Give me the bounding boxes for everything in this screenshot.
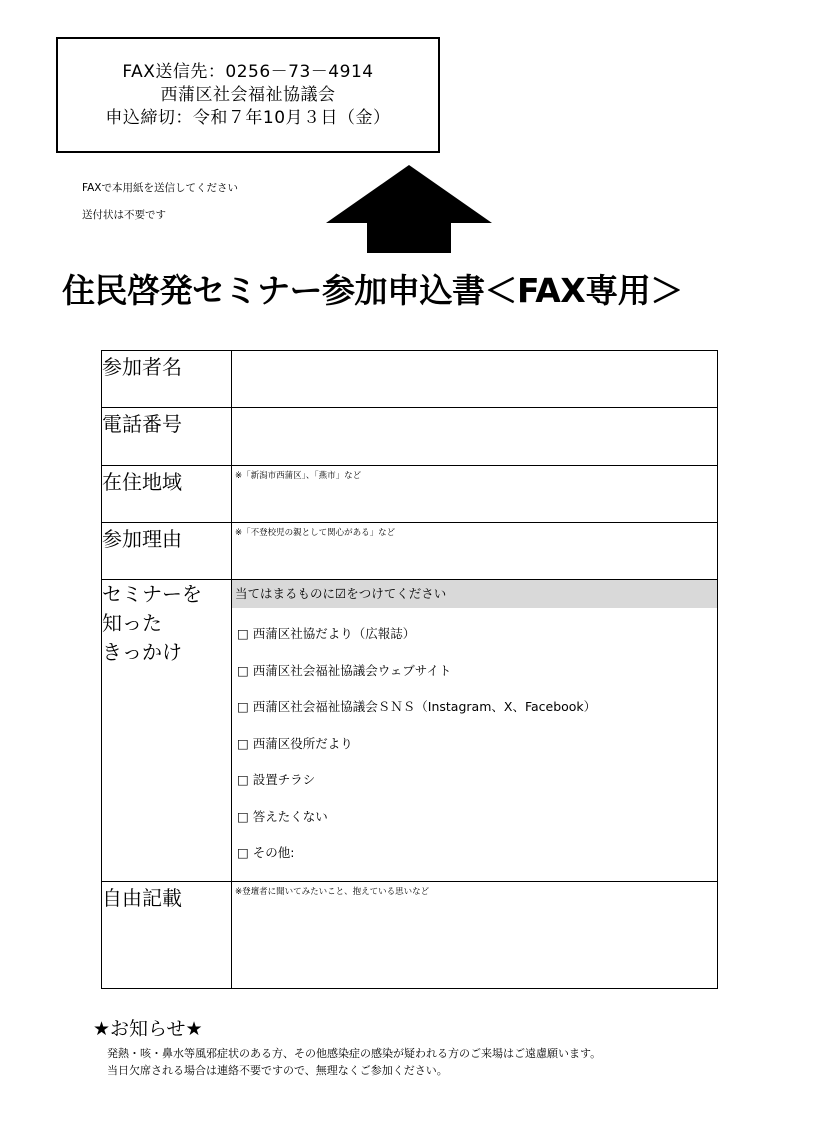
- option-website[interactable]: □ 西蒲区社会福祉協議会ウェブサイト: [237, 662, 452, 678]
- row-name: [102, 351, 718, 408]
- trigger-label-line-1: セミナーを: [102, 582, 202, 606]
- option-newsletter[interactable]: □ 西蒲区社協だより（広報誌）: [237, 626, 416, 642]
- fax-note: FAXで本用紙を送信してください: [82, 182, 238, 194]
- area-hint: ※「新潟市西蒲区」、「燕市」など: [235, 471, 362, 481]
- fax-number: FAX送信先：0256－73－4914: [122, 61, 374, 82]
- option-sns[interactable]: □ 西蒲区社会福祉協議会ＳＮＳ（Instagram、X、Facebook）: [237, 699, 597, 715]
- option-flyer[interactable]: □ 設置チラシ: [237, 772, 316, 788]
- option-other[interactable]: □ その他:: [237, 845, 295, 861]
- phone-field[interactable]: [232, 408, 718, 466]
- name-field[interactable]: [232, 351, 718, 408]
- area-label: 在住地域: [102, 466, 232, 523]
- reason-hint: ※「不登校児の親として関心がある」など: [235, 528, 396, 538]
- area-field[interactable]: [232, 466, 718, 523]
- row-area: [102, 466, 718, 523]
- free-label: 自由記載: [102, 882, 232, 989]
- fax-info-box: [56, 37, 440, 153]
- trigger-label-line-3: きっかけ: [102, 640, 182, 664]
- trigger-label-line-2: 知った: [102, 611, 162, 635]
- row-trigger: [102, 580, 718, 882]
- row-phone: [102, 408, 718, 466]
- page-title: 住民啓発セミナー参加申込書＜FAX専用＞: [62, 271, 683, 310]
- option-no-answer[interactable]: □ 答えたくない: [237, 808, 328, 824]
- application-form: [101, 350, 718, 989]
- reason-label: 参加理由: [102, 523, 232, 580]
- trigger-label: [102, 580, 232, 882]
- trigger-options: [232, 580, 718, 882]
- up-arrow-icon: [326, 165, 492, 253]
- deadline: 申込締切：令和７年10月３日（金）: [105, 107, 391, 128]
- notice-heading: ★お知らせ★: [93, 1018, 203, 1040]
- name-label: 参加者名: [102, 351, 232, 408]
- notice-line-1: 発熱・咳・鼻水等風邪症状のある方、その他感染症の感染が疑われる方のご来場はご遠慮願います。: [107, 1047, 602, 1060]
- notice-line-2: 当日欠席される場合は連絡不要ですので、無理なくご参加ください。: [107, 1064, 448, 1077]
- row-reason: [102, 523, 718, 580]
- phone-label: 電話番号: [102, 408, 232, 466]
- free-field[interactable]: [232, 882, 718, 989]
- organization-name: 西蒲区社会福祉協議会: [160, 84, 336, 105]
- trigger-instruction: 当てはまるものに☑をつけてください: [232, 580, 717, 608]
- reason-field[interactable]: [232, 523, 718, 580]
- free-hint: ※登壇者に聞いてみたいこと、抱えている思いなど: [235, 887, 430, 897]
- row-free: [102, 882, 718, 989]
- option-ward-office-news[interactable]: □ 西蒲区役所だより: [237, 735, 353, 751]
- cover-note: 送付状は不要です: [82, 209, 166, 221]
